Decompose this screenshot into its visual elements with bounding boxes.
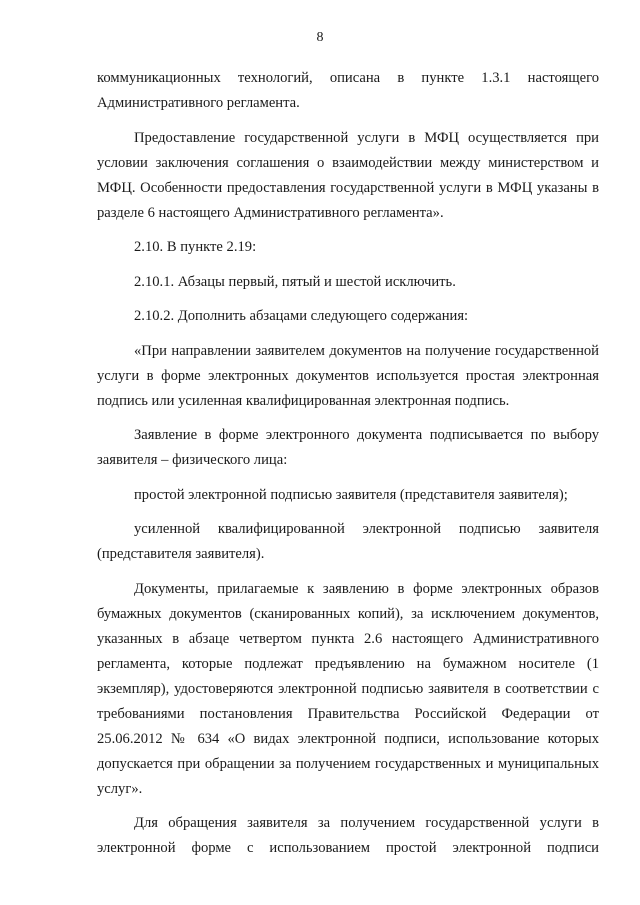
document-body [97, 66, 599, 871]
paragraph-electronic-signature: «При направлении заявителем документов на получение государственной услуги в форме электронных документов используется простая электронная подпись или усиленная квалифицированная электронная подпись. [97, 342, 599, 409]
paragraph-item-2-10-2: 2.10.2. Дополнить абзацами следующего содержания: [134, 308, 469, 324]
paragraph-item-2-10: 2.10. В пункте 2.19: [134, 239, 257, 255]
paragraph-attached-documents: Документы, прилагаемые к заявлению в форме электронных образов бумажных документов (сканированных копий), за исключением документов, указанных в абзаце четвертом пункта 2.6 настоящего Административного регламента, которые подлежат предъявлению на бумажном носителе (1 экземпляр), удостоверяются электронной подписью заявителя в соответствии с требованиями постановления Правительства Российской Федерации от 25.06.2012 № 634 «О видах электронной подписи, использование которых допускается при обращении за получением государственных и муниципальных услуг». [97, 580, 599, 797]
paragraph-mfc-provision: Предоставление государственной услуги в МФЦ осуществляется при условии заключения соглашения о взаимодействии между министерством и МФЦ. Особенности предоставления государственной услуги в МФЦ указаны в разделе 6 настоящего Административного регламента». [97, 129, 599, 221]
paragraph-qualified-signature: усиленной квалифицированной электронной подписью заявителя (представителя заявителя). [97, 521, 599, 562]
paragraph-item-2-10-1: 2.10.1. Абзацы первый, пятый и шестой исключить. [134, 273, 456, 290]
paragraph-simple-signature-request: Для обращения заявителя за получением государственной услуги в электронной форме с использованием простой электронной подписи [97, 815, 599, 856]
paragraph-simple-signature: простой электронной подписью заявителя (представителя заявителя); [134, 486, 568, 503]
page-number: 8 [316, 30, 324, 45]
paragraph-continuation: коммуникационных технологий, описана в пункте 1.3.1 настоящего Административного регламента. [97, 70, 599, 111]
paragraph-application-signing: Заявление в форме электронного документа подписывается по выбору заявителя – физического лица: [97, 427, 599, 468]
